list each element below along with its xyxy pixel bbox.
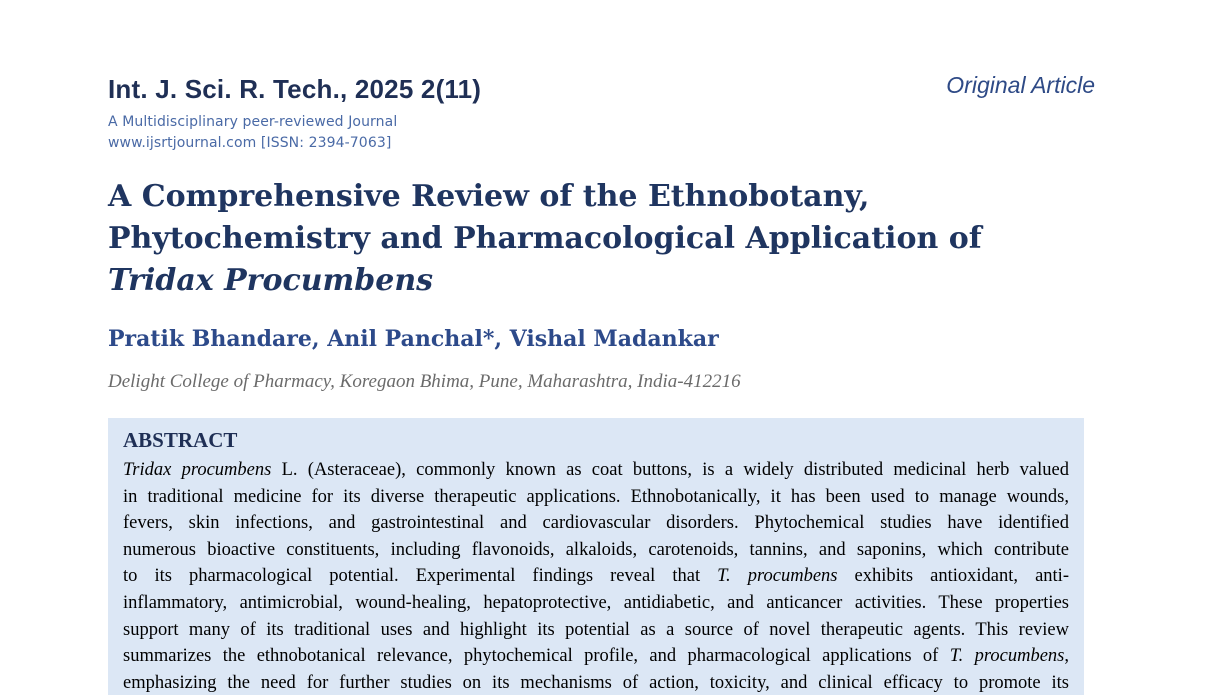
abstract-line: support many of its traditional uses and highlight its potential as a source of novel therapeutic agents. This review: [123, 619, 1069, 640]
abstract-line: in traditional medicine for its diverse therapeutic applications. Ethnobotanically, it has been used to manage wounds,: [123, 486, 1069, 507]
species-name: Tridax procumbens: [123, 460, 272, 480]
paper-title-line-1: A Comprehensive Review of the Ethnobotany,: [108, 179, 870, 214]
journal-description: A Multidisciplinary peer-reviewed Journal: [108, 114, 398, 130]
abstract-line: emphasizing the need for further studies on its mechanisms of action, toxicity, and clinical efficacy to promote its: [123, 672, 1069, 693]
abstract-text-run: exhibits antioxidant, anti-: [837, 566, 1069, 587]
abstract-text: [123, 457, 1069, 695]
abstract-line: fevers, skin infections, and gastrointestinal and cardiovascular disorders. Phytochemical studies have identified: [123, 513, 1069, 534]
paper-title-line-3: Tridax Procumbens: [108, 263, 434, 298]
abstract-text-run: ,: [1064, 646, 1069, 667]
abstract-line: [123, 643, 1069, 670]
abstract-line: numerous bioactive constituents, including flavonoids, alkaloids, carotenoids, tannins, and saponins, which contribute: [123, 539, 1069, 560]
abstract-line: inflammatory, antimicrobial, wound-healing, hepatoprotective, antidiabetic, and anticancer activities. These properties: [123, 592, 1069, 613]
journal-title: Int. J. Sci. R. Tech., 2025 2(11): [108, 74, 482, 104]
abstract-text-run: summarizes the ethnobotanical relevance, phytochemical profile, and pharmacological applications of: [123, 646, 950, 667]
abstract-line: [123, 563, 1069, 590]
journal-website-issn: www.ijsrtjournal.com [ISSN: 2394-7063]: [108, 135, 392, 151]
species-name: T. procumbens: [949, 646, 1065, 667]
abstract-text-run: L. (Asteraceae), commonly known as coat buttons, is a widely distributed medicinal herb valued: [271, 460, 1069, 480]
abstract-text-run: to its pharmacological potential. Experimental findings reveal that: [123, 566, 718, 587]
article-type-label: Original Article: [946, 72, 1095, 98]
abstract-line: [123, 457, 1069, 484]
abstract-section: [108, 418, 1084, 695]
abstract-heading: ABSTRACT: [123, 428, 238, 452]
author-list: Pratik Bhandare, Anil Panchal*, Vishal Madankar: [108, 326, 719, 352]
paper-title-line-2: Phytochemistry and Pharmacological Application of: [108, 221, 982, 256]
species-name: T. procumbens: [717, 566, 838, 587]
author-affiliation: Delight College of Pharmacy, Koregaon Bhima, Pune, Maharashtra, India-412216: [108, 371, 741, 392]
paper-title: [108, 176, 1108, 302]
